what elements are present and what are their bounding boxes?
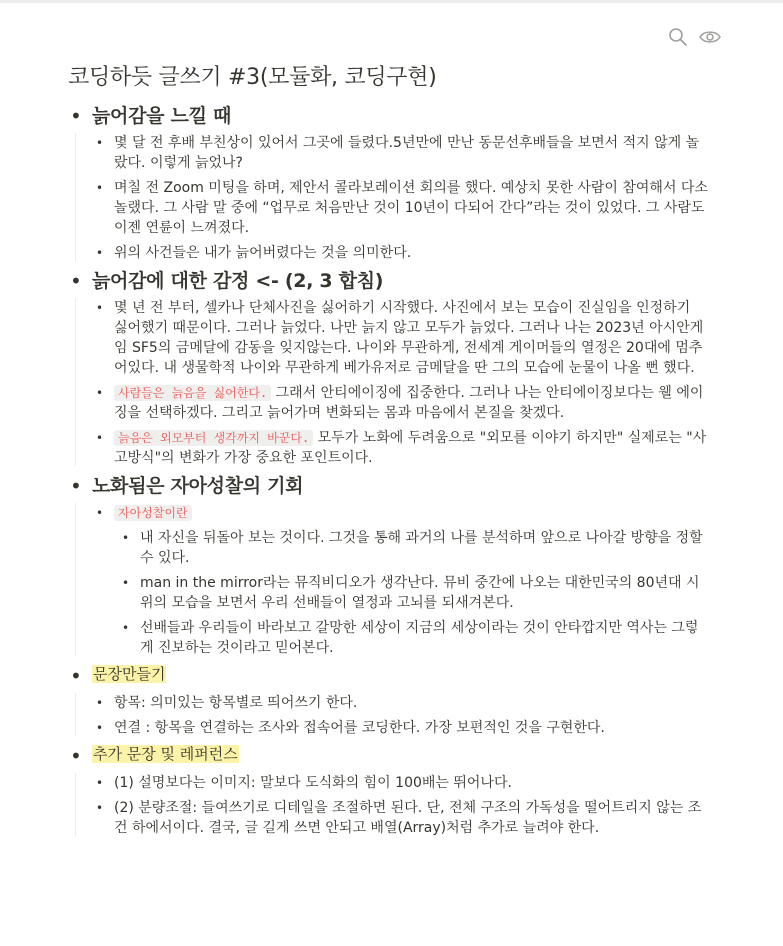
- bullet-icon: •: [96, 506, 104, 520]
- bullet-icon: •: [70, 744, 82, 768]
- search-button[interactable]: [667, 26, 689, 48]
- section-heading[interactable]: [92, 473, 303, 499]
- section-items: [68, 693, 708, 738]
- item-text[interactable]: [114, 773, 708, 793]
- item-body: (1) 설명보다는 이미지: 말보다 도식화의 힘이 100배는 뛰어나다.: [114, 775, 512, 791]
- item-body: 연결 : 항목을 연결하는 조사와 접속어를 코딩한다. 가장 보편적인 것을 구현한다.: [114, 720, 605, 736]
- section-items: [68, 773, 708, 838]
- item-text[interactable]: [114, 383, 708, 423]
- item-body: 그래서 안티에이징에 집중한다. 그러나 나는 안티에이징보다는 웰 에이징을 선택하겠다. 그리고 늙어가며 변화되는 몸과 마음에서 본질을 찾겠다.: [114, 385, 704, 421]
- bullet-icon: •: [96, 721, 104, 735]
- item-text[interactable]: [114, 503, 708, 523]
- item-text[interactable]: [140, 618, 708, 658]
- bullet-icon: •: [96, 136, 104, 150]
- sub-list-item[interactable]: [116, 618, 708, 658]
- top-border: [0, 0, 783, 3]
- bullet-icon: •: [96, 776, 104, 790]
- section-heading[interactable]: [92, 103, 231, 129]
- list-item[interactable]: [90, 428, 708, 468]
- item-text[interactable]: [114, 178, 708, 238]
- heading-text: 늙어감을 느낄 때: [92, 105, 232, 127]
- bullet-icon: •: [122, 621, 130, 635]
- bullet-icon: •: [70, 104, 82, 128]
- page-title[interactable]: 코딩하듯 글쓰기 #3(모듈화, 코딩구현): [68, 65, 437, 90]
- list-item[interactable]: [90, 718, 708, 738]
- list-item[interactable]: [90, 178, 708, 238]
- list-item[interactable]: [90, 773, 708, 793]
- bullet-icon: •: [96, 301, 104, 315]
- section-heading[interactable]: [92, 268, 383, 294]
- section-heading-row[interactable]: [68, 268, 708, 294]
- bullet-icon: •: [96, 246, 104, 260]
- bullet-icon: •: [96, 386, 104, 400]
- item-body: 모두가 노화에 두려움으로 "외모를 이야기 하지만" 실제로는 "사고방식"의 변화가 가장 중요한 포인트이다.: [114, 430, 707, 466]
- bullet-icon: •: [122, 531, 130, 545]
- section-heading-row[interactable]: [68, 663, 708, 689]
- heading-text: 늙어감에 대한 감정 <- (2, 3 합침): [92, 270, 384, 292]
- bullet-icon: •: [96, 181, 104, 195]
- outline-section: [68, 743, 708, 838]
- item-text[interactable]: [114, 718, 708, 738]
- item-text[interactable]: [114, 428, 708, 468]
- item-text[interactable]: [114, 693, 708, 713]
- section-items: [68, 133, 708, 263]
- inline-code: 늙음은 외모부터 생각까지 바꾼다.: [114, 430, 313, 446]
- item-text[interactable]: [114, 133, 708, 173]
- list-item[interactable]: [90, 383, 708, 423]
- heading-text: 문장만들기: [93, 665, 166, 683]
- list-item[interactable]: [90, 298, 708, 378]
- list-item[interactable]: [90, 503, 708, 523]
- section-items: [68, 298, 708, 468]
- item-body: 몇 년 전 부터, 셀카나 단체사진을 싫어하기 시작했다. 사진에서 보는 모습이 진실임을 인정하기 싫어했기 때문이다. 그러나 늙었다. 나만 늙지 않고 모두가 늙었다. 그러나 나는 2023년 아시안게임 SF5의 금메달에 감동을 잊지않는다. 나이와 무관하게, 전세계 게이머들의 열정은 20대에 멈추어있다. 내 생물학적 나이와 무관하게 베가유저로 금메달을 딴 그의 모습에 눈물이 나올 뻔 했다.: [114, 300, 704, 376]
- view-button[interactable]: [699, 26, 721, 48]
- outline-section: [68, 268, 708, 468]
- outline-section: [68, 103, 708, 263]
- section-heading[interactable]: [92, 743, 239, 765]
- bullet-icon: •: [122, 576, 130, 590]
- bullet-icon: •: [96, 696, 104, 710]
- item-text[interactable]: [140, 528, 708, 568]
- inline-code: 자아성찰이란: [114, 505, 192, 521]
- heading-text: 노화됨은 자아성찰의 기회: [92, 475, 304, 497]
- section-items: [68, 503, 708, 658]
- list-item[interactable]: [90, 798, 708, 838]
- item-body: 내 자신을 뒤돌아 보는 것이다. 그것을 통해 과거의 나를 분석하며 앞으로 나아갈 방향을 정할 수 있다.: [140, 530, 703, 566]
- item-text[interactable]: [140, 573, 708, 613]
- bullet-icon: •: [70, 664, 82, 688]
- bullet-icon: •: [70, 474, 82, 498]
- search-icon: [668, 27, 688, 47]
- page-content: [68, 60, 708, 843]
- section-heading-row[interactable]: [68, 103, 708, 129]
- bullet-icon: •: [70, 269, 82, 293]
- heading-text: 추가 문장 및 레퍼런스: [93, 745, 238, 763]
- item-body: 선배들과 우리들이 바라보고 갈망한 세상이 지금의 세상이라는 것이 안타깝지만 역사는 그렇게 진보하는 것이라고 믿어본다.: [140, 620, 699, 656]
- item-text[interactable]: [114, 298, 708, 378]
- eye-icon: [699, 29, 721, 45]
- item-body: (2) 분량조절: 들여쓰기로 디테일을 조절하면 된다. 단, 전체 구조의 가독성을 떨어트리지 않는 조건 하에서이다. 결국, 글 길게 쓰면 안되고 배열(Array)처럼 추가로 늘려야 한다.: [114, 800, 702, 836]
- section-heading-row[interactable]: [68, 473, 708, 499]
- item-body: man in the mirror라는 뮤직비디오가 생각난다. 뮤비 중간에 나오는 대한민국의 80년대 시위의 모습을 보면서 우리 선배들이 열정과 고뇌를 되새겨본다.: [140, 575, 700, 611]
- nested-list: [90, 528, 708, 658]
- list-item[interactable]: [90, 133, 708, 173]
- list-item[interactable]: [90, 693, 708, 713]
- outline-section: [68, 473, 708, 658]
- outline-section: [68, 663, 708, 738]
- outline: [68, 103, 708, 838]
- section-heading[interactable]: [92, 663, 166, 685]
- inline-code: 사람들은 늙음을 싫어한다.: [114, 385, 271, 401]
- sub-list-item[interactable]: [116, 573, 708, 613]
- list-item[interactable]: [90, 243, 708, 263]
- bullet-icon: •: [96, 801, 104, 815]
- item-body: 위의 사건들은 내가 늙어버렸다는 것을 의미한다.: [114, 245, 412, 261]
- item-body: 항목: 의미있는 항목별로 띄어쓰기 한다.: [114, 695, 358, 711]
- item-text[interactable]: [114, 243, 708, 263]
- bullet-icon: •: [96, 431, 104, 445]
- page-toolbar: [667, 26, 721, 48]
- section-heading-row[interactable]: [68, 743, 708, 769]
- item-body: 며칠 전 Zoom 미팅을 하며, 제안서 콜라보레이션 회의를 했다. 예상치 못한 사람이 참여해서 다소 놀랬다. 그 사람 말 중에 “업무로 처음만난 것이 10년이 다되어 간다”라는 것이 있었다. 그 사람도 이젠 연륜이 느껴졌다.: [114, 180, 708, 236]
- item-body: 몇 달 전 후배 부친상이 있어서 그곳에 들렸다.5년만에 만난 동문선후배들을 보면서 적지 않게 놀랐다. 이렇게 늙었나?: [114, 135, 700, 171]
- sub-list-item[interactable]: [116, 528, 708, 568]
- item-text[interactable]: [114, 798, 708, 838]
